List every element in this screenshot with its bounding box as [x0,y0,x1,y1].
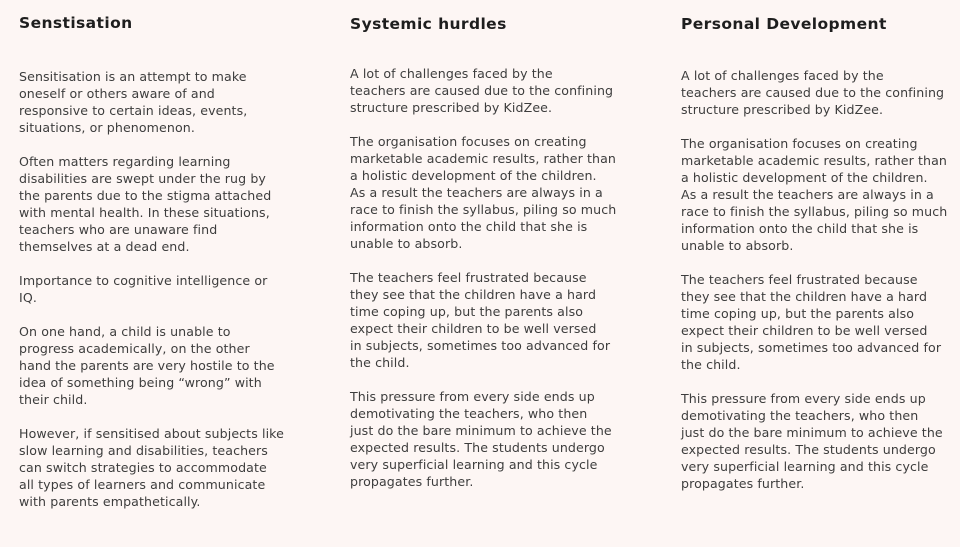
paragraph: The organisation focuses on creating marketable academic results, rather than a holistic development of the children. As a result the teachers are always in a race to finish the syllabus, piling so much information onto the child that she is unable to absorb. [350,134,617,251]
paragraph: The teachers feel frustrated because they see that the children have a hard time coping up, but the parents also expect their children to be well versed in subjects, sometimes too advanced for the child. [350,270,611,370]
column-title: Systemic hurdles [350,15,507,33]
column-title: Senstisation [19,14,133,32]
paragraph: The teachers feel frustrated because they see that the children have a hard time coping up, but the parents also expect their children to be well versed in subjects, sometimes too advanced for the child. [681,272,942,372]
paragraph: Sensitisation is an attempt to make oneself or others aware of and responsive to certain ideas, events, situations, or phenomenon. [19,69,248,135]
paragraph: This pressure from every side ends up demotivating the teachers, who then just do the bare minimum to achieve the expected results. The students undergo very superficial learning and this cycle propagates further. [350,389,612,489]
column-body [350,65,620,507]
paragraph: This pressure from every side ends up demotivating the teachers, who then just do the bare minimum to achieve the expected results. The students undergo very superficial learning and this cycle propagates further. [681,391,943,491]
column-title: Personal Development [681,15,887,33]
paragraph: Often matters regarding learning disabilities are swept under the rug by the parents due to the stigma attached with mental health. In these situations, teachers who are unaware find themselves at a dead end. [19,154,272,254]
paragraph: However, if sensitised about subjects like slow learning and disabilities, teachers can switch strategies to accommodate all types of learners and communicate with parents empathetically. [19,426,284,509]
paragraph: On one hand, a child is unable to progress academically, on the other hand the parents are very hostile to the idea of something being “wrong” with their child. [19,324,275,407]
column-body [19,68,289,527]
paragraph: A lot of challenges faced by the teachers are caused due to the confining structure prescribed by KidZee. [681,68,945,117]
paragraph: Importance to cognitive intelligence or IQ. [19,273,268,305]
column-body [681,67,951,509]
paragraph: The organisation focuses on creating marketable academic results, rather than a holistic development of the children. As a result the teachers are always in a race to finish the syllabus, piling so much information onto the child that she is unable to absorb. [681,136,948,253]
paragraph: A lot of challenges faced by the teachers are caused due to the confining structure prescribed by KidZee. [350,66,614,115]
